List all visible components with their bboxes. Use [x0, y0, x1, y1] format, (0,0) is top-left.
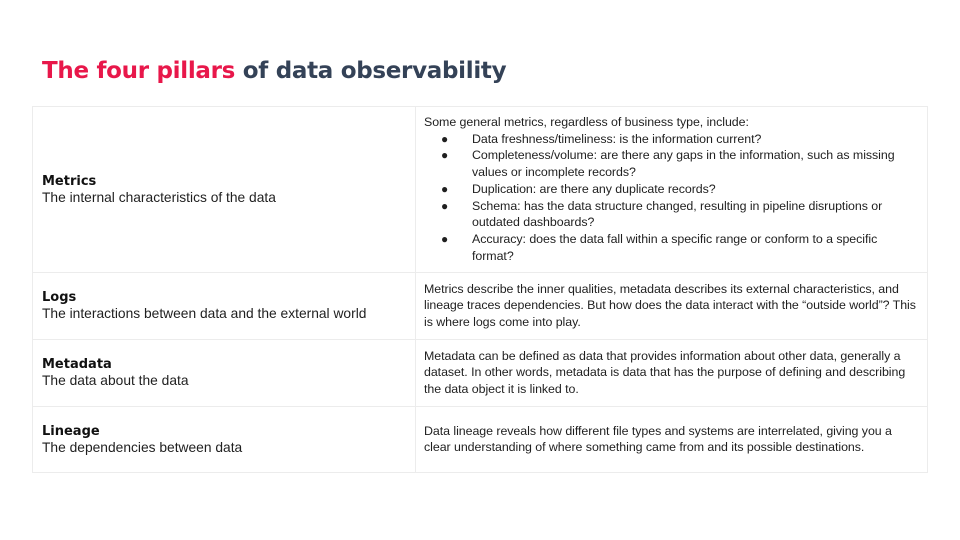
pillar-description-metrics: The internal characteristics of the data — [42, 189, 276, 205]
bullet-text: Completeness/volume: are there any gaps in the information, such as missing values or incomplete records? — [472, 148, 895, 180]
title-rest: of data observability — [235, 58, 507, 84]
bullet-text: Duplication: are there any duplicate records? — [472, 181, 716, 196]
pillar-name-logs: Logs — [42, 290, 77, 306]
logs-details: Metrics describe the inner qualities, metadata describes its external characteristics, and lineage traces dependencies. But how does the data interact with the “outside world”? This is where logs come into play. — [424, 281, 916, 330]
bullet-text: Schema: has the data structure changed, resulting in pipeline disruptions or outdated dashboards? — [472, 198, 883, 230]
table-row-lineage — [33, 407, 928, 473]
details-cell-metrics — [416, 107, 928, 273]
list-item — [424, 131, 919, 148]
pillar-cell-lineage — [33, 407, 416, 473]
details-cell-logs — [416, 273, 928, 340]
bullet-icon: ● — [441, 131, 449, 146]
metrics-bullet-list — [424, 131, 919, 265]
metadata-details: Metadata can be defined as data that provides information about other data, generally a dataset. In other words, metadata is data that has the purpose of defining and describing the data object it is linked to. — [424, 348, 906, 397]
list-item — [424, 231, 919, 264]
pillar-description-logs: The interactions between data and the external world — [42, 306, 367, 322]
bullet-icon: ● — [441, 231, 449, 246]
lineage-details: Data lineage reveals how different file types and systems are interrelated, giving you a clear understanding of where something came from and its possible destinations. — [424, 423, 892, 455]
pillar-cell-logs — [33, 273, 416, 340]
pillar-cell-metrics — [33, 107, 416, 273]
details-cell-metadata — [416, 340, 928, 407]
bullet-icon: ● — [441, 198, 449, 213]
bullet-text: Accuracy: does the data fall within a specific range or conform to a specific format? — [472, 231, 878, 263]
title-accent: The four pillars — [42, 58, 236, 84]
table-row-logs — [33, 273, 928, 340]
pillar-name-metadata: Metadata — [42, 357, 112, 373]
pillar-cell-metadata — [33, 340, 416, 407]
page-title — [42, 55, 506, 87]
bullet-icon: ● — [441, 181, 449, 196]
list-item — [424, 147, 919, 180]
pillar-description-metadata: The data about the data — [42, 373, 189, 389]
table-row-metrics — [33, 107, 928, 273]
pillar-name-metrics: Metrics — [42, 173, 97, 189]
pillar-description-lineage: The dependencies between data — [42, 439, 243, 455]
pillar-name-lineage: Lineage — [42, 423, 100, 439]
pillars-table — [32, 106, 928, 473]
bullet-text: Data freshness/timeliness: is the information current? — [472, 131, 762, 146]
metrics-intro: Some general metrics, regardless of business type, include: — [424, 115, 749, 129]
table-row-metadata — [33, 340, 928, 407]
list-item — [424, 198, 919, 231]
list-item — [424, 181, 919, 198]
details-cell-lineage — [416, 407, 928, 473]
bullet-icon: ● — [441, 148, 449, 163]
